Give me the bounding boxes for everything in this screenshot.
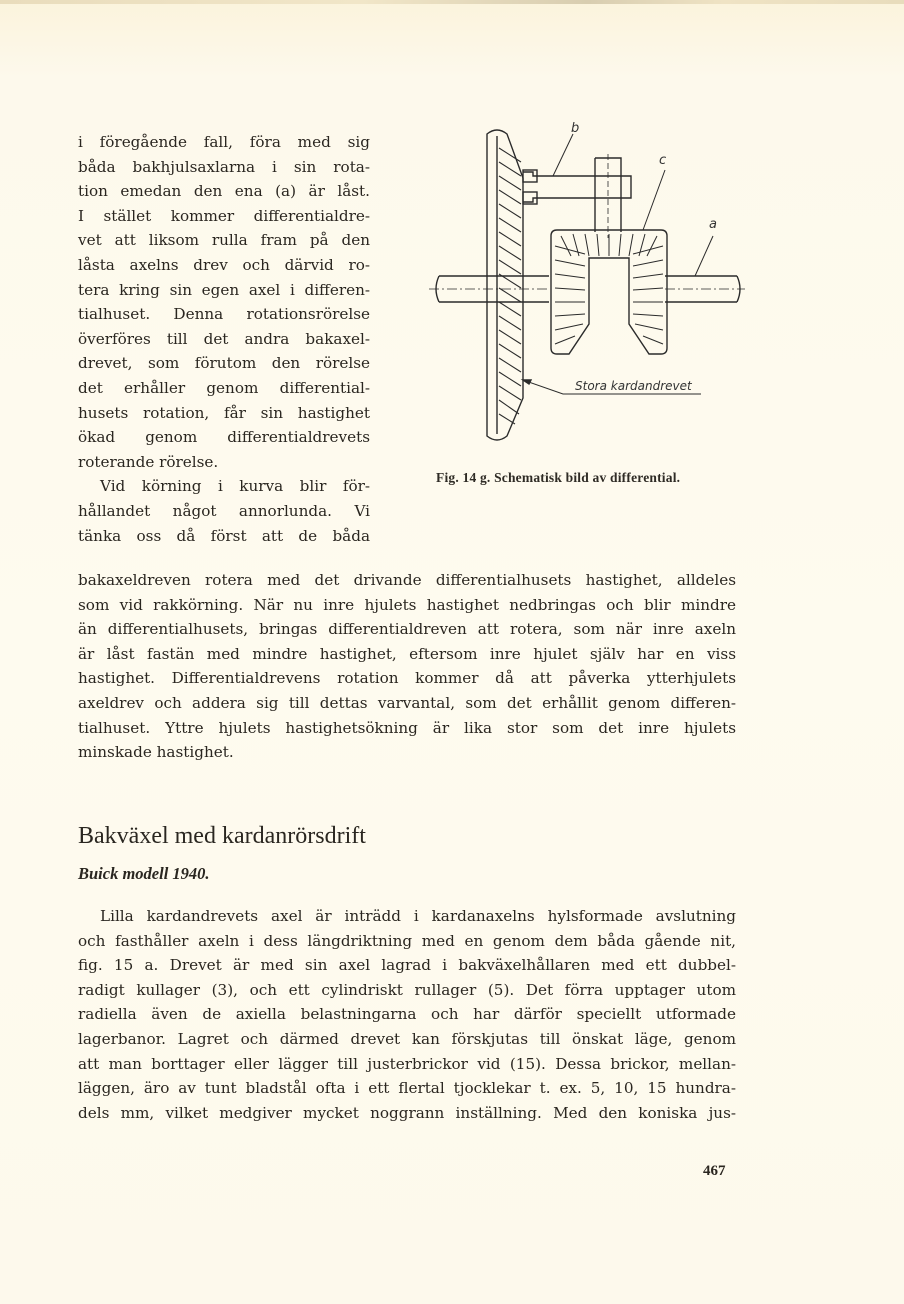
text-line: än differentialhusets, bringas differentialdreven att rotera, som när inre axeln (78, 620, 736, 639)
label-gear: Stora kardandrevet (575, 379, 692, 393)
text-line: tialhuset. Denna rotationsrörelse (78, 305, 370, 324)
text-line: som vid rakkörning. När nu inre hjulets hastighet nedbringas och blir mindre (78, 595, 736, 614)
text-line: ökad genom differentialdrevets (78, 428, 370, 447)
text-line: är låst fastän med mindre hastighet, eftersom inre hjulet själv har en viss (78, 644, 736, 663)
text-line: låsta axelns drev och därvid ro- (78, 255, 370, 274)
label-b: b (571, 121, 580, 136)
text-line: axeldrev och addera sig till dettas varvantal, som det erhållit genom differen- (78, 693, 736, 712)
text-line: roterande rörelse. (78, 452, 219, 471)
figure-caption: Fig. 14 g. Schematisk bild av differential. (436, 470, 681, 485)
text-line: båda bakhjulsaxlarna i sin rota- (78, 157, 370, 176)
text-line: överföres till det andra bakaxel- (78, 329, 370, 348)
text-line: läggen, äro av tunt bladstål ofta i ett flertal tjocklekar t. ex. 5, 10, 15 hundra- (78, 1079, 736, 1098)
text-line: Vid körning i kurva blir för- (100, 477, 370, 496)
differential-diagram (425, 118, 745, 458)
text-line: lagerbanor. Lagret och därmed drevet kan förskjutas till önskat läge, genom (78, 1029, 736, 1048)
text-line: i föregående fall, föra med sig (78, 133, 370, 151)
text-line: husets rotation, får sin hastighet (78, 403, 370, 422)
text-line: tialhuset. Yttre hjulets hastighetsökning är lika stor som det inre hjulets (78, 718, 736, 737)
text-line: fig. 15 a. Drevet är med sin axel lagrad i bakväxelhållaren med ett dubbel- (78, 956, 736, 975)
text-line: tera kring sin egen axel i differen- (78, 280, 370, 299)
text-line: hållandet något annorlunda. Vi (78, 501, 370, 520)
text-line: det erhåller genom differential- (78, 378, 370, 397)
text-line: radigt kullager (3), och ett cylindriskt rullager (5). Det förra upptager utom (78, 980, 736, 999)
text-line: och fasthåller axeln i dess längdriktning med en genom dem båda gående nit, (78, 931, 736, 950)
text-line: tion emedan den ena (a) är låst. (78, 182, 370, 201)
text-line: hastighet. Differentialdrevens rotation kommer då att påverka ytterhjulets (78, 669, 736, 688)
text-line: minskade hastighet. (78, 743, 234, 762)
text-line: radiella även de axiella belastningarna och har därför speciellt utformade (78, 1005, 736, 1024)
label-a: a (709, 217, 717, 232)
text-line: bakaxeldreven rotera med det drivande differentialhusets hastighet, alldeles (78, 571, 736, 589)
paragraph-full-2 (78, 904, 736, 1125)
label-c: c (659, 153, 667, 168)
text-line: Lilla kardandrevets axel är inträdd i kardanaxelns hylsformade avslutning (100, 907, 736, 925)
page-top-edge (0, 0, 904, 4)
text-line: att man borttager eller lägger till justerbrickor vid (15). Dessa brickor, mellan- (78, 1054, 736, 1073)
text-line: drevet, som förutom den rörelse (78, 354, 370, 373)
text-line: vet att liksom rulla fram på den (78, 231, 370, 250)
paragraph-full-1 (78, 568, 736, 765)
section-subheading: Buick modell 1940. (78, 864, 210, 883)
text-line: dels mm, vilket medgiver mycket noggrann inställning. Med den koniska jus- (78, 1103, 736, 1122)
text-line: tänka oss då först att de båda (78, 526, 370, 545)
page-number: 467 (703, 1163, 726, 1179)
text-line: I stället kommer differentialdre- (78, 206, 370, 225)
left-column-text (78, 130, 370, 548)
section-heading: Bakväxel med kardanrörsdrift (78, 823, 366, 849)
